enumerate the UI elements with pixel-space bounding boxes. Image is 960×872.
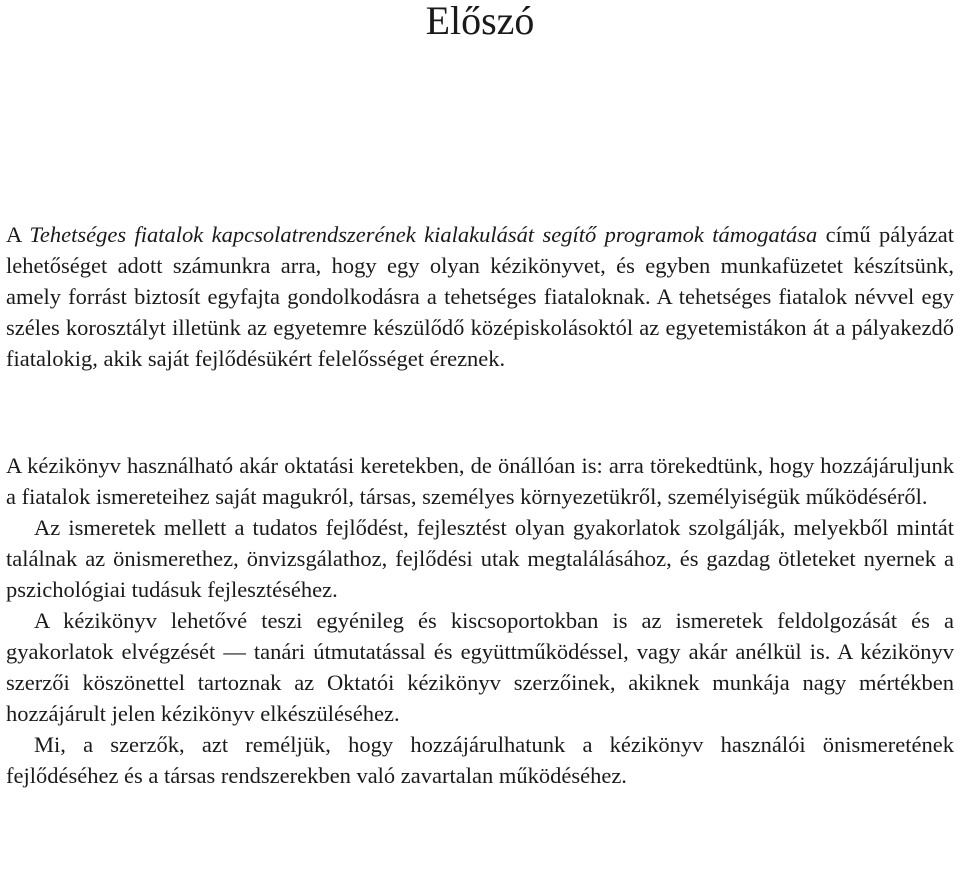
page-title: Előszó xyxy=(425,0,535,43)
paragraph-acknowledgement: A kézikönyv lehetővé teszi egyénileg és kiscsoportokban is az ismeretek feldolgozását és a gyakorlatok elvégzését — tanári útmutatással és együttműködéssel, vagy akár anélkül is. A kézikönyv szerzői köszönettel tartoznak az Oktatói kézikönyv szerzőinek, akiknek munkája nagy mértékben hozzájárult jelen kézikönyv elkészüléséhez. xyxy=(6,608,954,726)
program-title: Tehetséges fiatalok kapcsolatrendszerének kialakulását segítő programok támogatása xyxy=(29,222,818,247)
intro-rest: című pályázat lehetőséget adott számunkra arra, hogy egy olyan kézikönyvet, és egyben munkafüzetet készítsünk, amely forrást biztosít egyfajta gondolkodásra a tehetséges fiataloknak. A tehetséges fiatalok névvel egy széles korosztályt illetünk az egyetemre készülődő középiskolásoktól az egyetemistákon át a pályakezdő fiatalokig, akik saját fejlődésükért felelősséget éreznek. xyxy=(6,222,954,371)
intro-lead: A xyxy=(6,222,30,247)
paragraph-usage: A kézikönyv használható akár oktatási keretekben, de önállóan is: arra törekedtünk, hogy hozzájáruljunk a fiatalok ismereteihez saját magukról, társas, személyes környezetükről, személyiségük működéséről. xyxy=(6,453,954,509)
paragraph-exercises: Az ismeretek mellett a tudatos fejlődést, fejlesztést olyan gyakorlatok szolgálják, melyekből mintát találnak az önismerethez, önvizsgálathoz, fejlődési utak megtalálásához, és gazdag ötleteket nyernek a pszichológiai tudásuk fejlesztéséhez. xyxy=(6,515,954,602)
paragraph-closing: Mi, a szerzők, azt reméljük, hogy hozzájárulhatunk a kézikönyv használói önismeretének fejlődéséhez és a társas rendszerekben való zavartalan működéséhez. xyxy=(6,732,954,788)
body-paragraphs xyxy=(6,450,954,791)
intro-text xyxy=(6,219,954,374)
intro-paragraph xyxy=(6,219,954,374)
